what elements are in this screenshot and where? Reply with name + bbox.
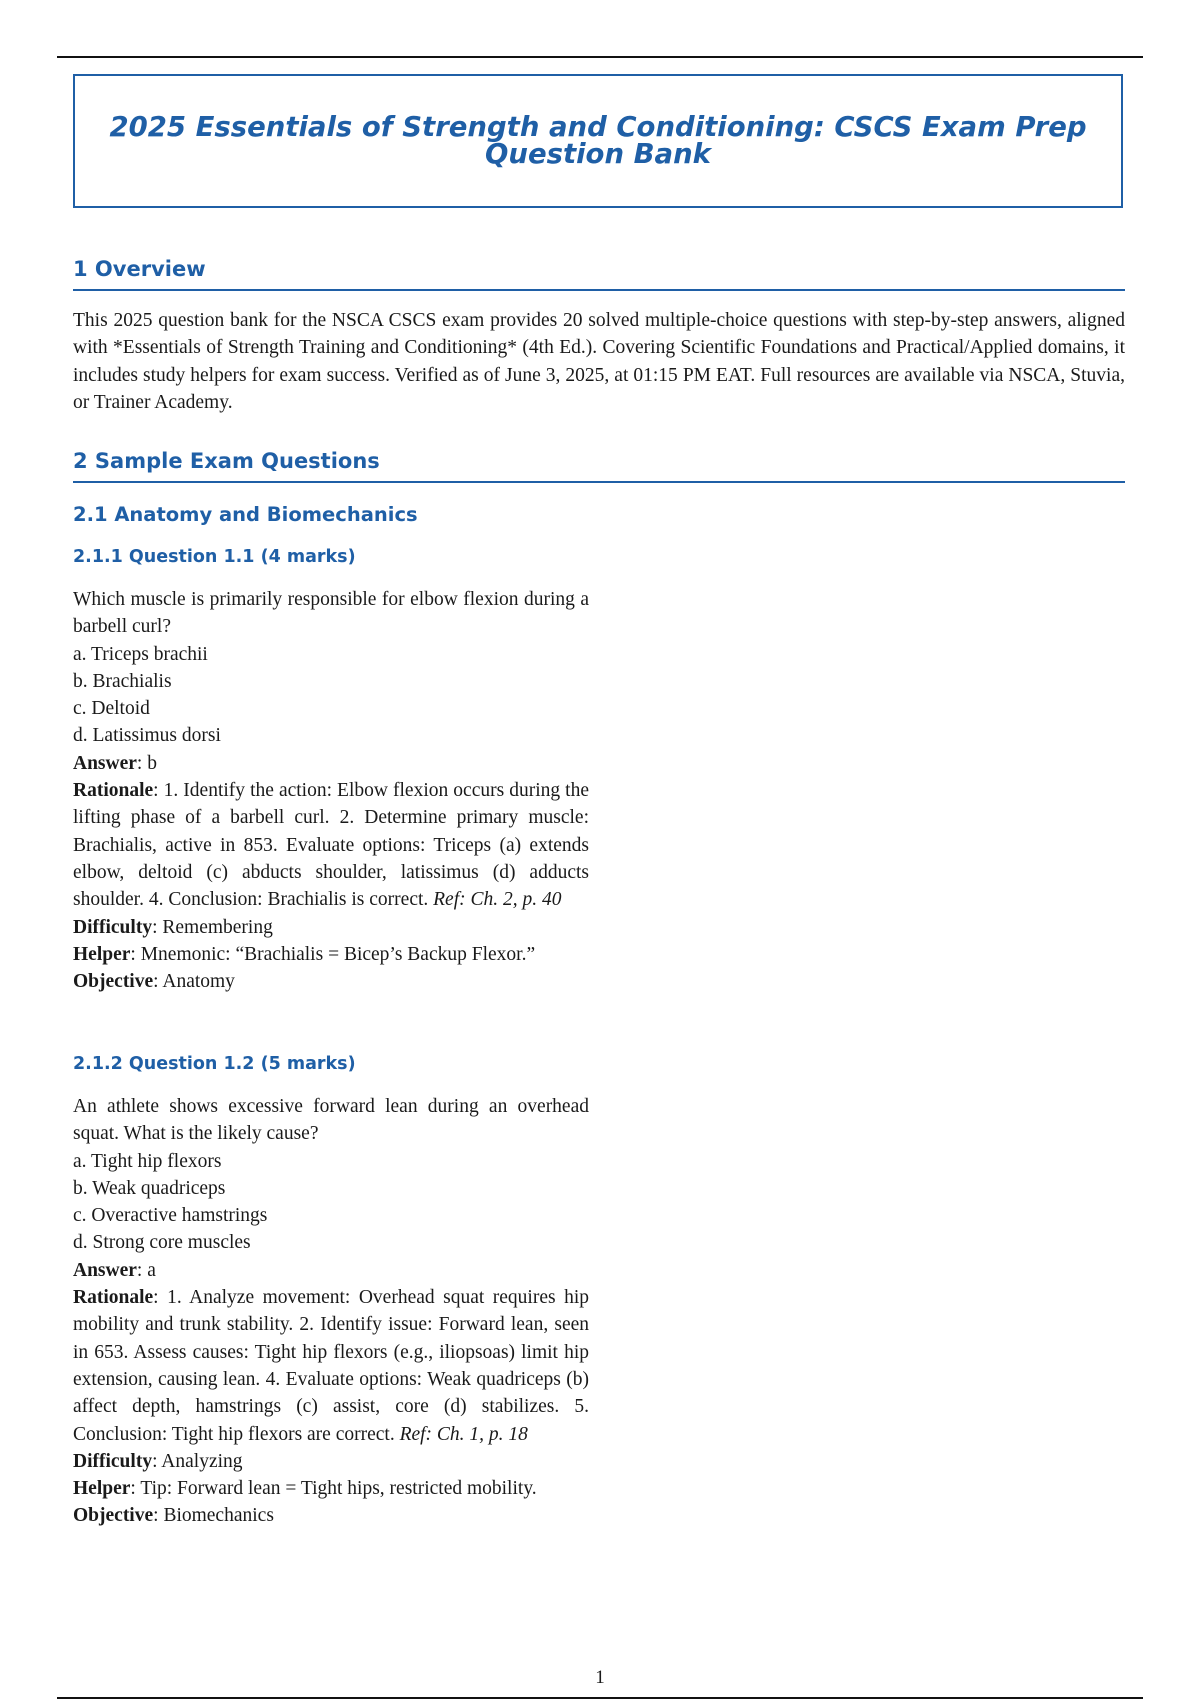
objective-line: Objective: Anatomy xyxy=(73,971,235,993)
objective-label: Objective xyxy=(73,1505,154,1527)
difficulty-label: Difficulty xyxy=(73,916,153,938)
answer-label: Answer xyxy=(73,1259,137,1281)
question-stem: Which muscle is primarily responsible for elbow flexion during a barbell curl? xyxy=(73,589,589,638)
option-a: a. Triceps brachii xyxy=(73,643,208,665)
rationale-line: Rationale: 1. Analyze movement: Overhead squat requires hip mobility and trunk stability. 2. Identify issue: Forward lean, seen in 653. Assess causes: Tight hip flexors (e.g., iliopsoas) limit hip extension, causing lean. 4. Evaluate options: Weak quadriceps (b) affect depth, hamstrings (c) assist, core (d) stabilizes. 5. Conclusion: Tight hip flexors are correct. Ref: Ch. 1, p. 18 xyxy=(73,1287,589,1445)
objective-line: Objective: Biomechanics xyxy=(73,1505,274,1527)
option-c: c. Deltoid xyxy=(73,698,150,720)
difficulty-line: Difficulty: Remembering xyxy=(73,916,273,938)
question-1-2-heading: 2.1.2 Question 1.2 (5 marks) xyxy=(73,1054,356,1074)
answer-value: b xyxy=(147,752,157,774)
helper-label: Helper xyxy=(73,1478,131,1500)
question-1-1 xyxy=(73,586,589,995)
rationale-text: 1. Analyze movement: Overhead squat requires hip mobility and trunk stability. 2. Identify issue: Forward lean, seen in 653. Assess causes: Tight hip flexors (e.g., iliopsoas) limit hip extension, causing lean. 4. Evaluate options: Weak quadriceps (b) affect depth, hamstrings (c) assist, core (d) stabilizes. 5. Conclusion: Tight hip flexors are correct. xyxy=(73,1287,589,1445)
question-stem: An athlete shows excessive forward lean during an overhead squat. What is the likely cause? xyxy=(73,1096,589,1145)
difficulty-value: Remembering xyxy=(162,916,273,938)
helper-line: Helper: Tip: Forward lean = Tight hips, restricted mobility. xyxy=(73,1478,537,1500)
answer-label: Answer xyxy=(73,752,137,774)
document-title: 2025 Essentials of Strength and Conditioning: CSCS Exam Prep Question Bank xyxy=(109,111,1087,170)
option-d: d. Strong core muscles xyxy=(73,1232,251,1254)
rationale-label: Rationale xyxy=(73,1287,154,1309)
difficulty-line: Difficulty: Analyzing xyxy=(73,1450,243,1472)
page-number: 1 xyxy=(595,1667,605,1688)
question-1-2 xyxy=(73,1093,589,1530)
objective-label: Objective xyxy=(73,971,154,993)
answer-line: Answer: b xyxy=(73,752,157,774)
option-a: a. Tight hip flexors xyxy=(73,1150,222,1172)
difficulty-value: Analyzing xyxy=(161,1450,243,1472)
difficulty-label: Difficulty xyxy=(73,1450,153,1472)
answer-value: a xyxy=(147,1259,156,1281)
anatomy-heading: 2.1 Anatomy and Biomechanics xyxy=(73,503,418,526)
reference: Ref: Ch. 1, p. 18 xyxy=(399,1423,528,1445)
helper-value: Mnemonic: “Brachialis = Bicep’s Backup Flexor.” xyxy=(140,943,536,965)
reference: Ref: Ch. 2, p. 40 xyxy=(433,889,562,911)
option-b: b. Brachialis xyxy=(73,670,172,692)
rationale-text: 1. Identify the action: Elbow flexion occurs during the lifting phase of a barbell curl. 2. Determine primary muscle: Brachialis, active in 853. Evaluate options: Triceps (a) extends elbow, deltoid (c) abducts shoulder, latissimus (d) adducts shoulder. 4. Conclusion: Brachialis is correct. xyxy=(73,780,589,911)
option-d: d. Latissimus dorsi xyxy=(73,725,221,747)
rationale-line: Rationale: 1. Identify the action: Elbow flexion occurs during the lifting phase of a barbell curl. 2. Determine primary muscle: Brachialis, active in 853. Evaluate options: Triceps (a) extends elbow, deltoid (c) abducts shoulder, latissimus (d) adducts shoulder. 4. Conclusion: Brachialis is correct. Ref: Ch. 2, p. 40 xyxy=(73,780,589,911)
rationale-label: Rationale xyxy=(73,780,154,802)
answer-line: Answer: a xyxy=(73,1259,156,1281)
overview-paragraph: This 2025 question bank for the NSCA CSCS exam provides 20 solved multiple-choice questions with step-by-step answers, aligned with *Essentials of Strength Training and Conditioning* (4th Ed.). Covering Scientific Foundations and Practical/Applied domains, it includes study helpers for exam success. Verified as of June 3, 2025, at 01:15 PM EAT. Full resources are available via NSCA, Stuvia, or Trainer Academy. xyxy=(73,310,1125,413)
helper-line: Helper: Mnemonic: “Brachialis = Bicep’s Backup Flexor.” xyxy=(73,943,536,965)
option-b: b. Weak quadriceps xyxy=(73,1177,226,1199)
question-1-1-heading: 2.1.1 Question 1.1 (4 marks) xyxy=(73,547,356,567)
option-c: c. Overactive hamstrings xyxy=(73,1205,268,1227)
helper-label: Helper xyxy=(73,943,131,965)
objective-value: Anatomy xyxy=(162,971,235,993)
overview-heading: 1 Overview xyxy=(73,257,1125,291)
bottom-rule xyxy=(57,1697,1143,1699)
objective-value: Biomechanics xyxy=(163,1505,274,1527)
title-box xyxy=(73,74,1123,208)
top-rule xyxy=(57,56,1143,58)
sample-questions-heading: 2 Sample Exam Questions xyxy=(73,449,1125,483)
helper-value: Tip: Forward lean = Tight hips, restricted mobility. xyxy=(140,1478,537,1500)
